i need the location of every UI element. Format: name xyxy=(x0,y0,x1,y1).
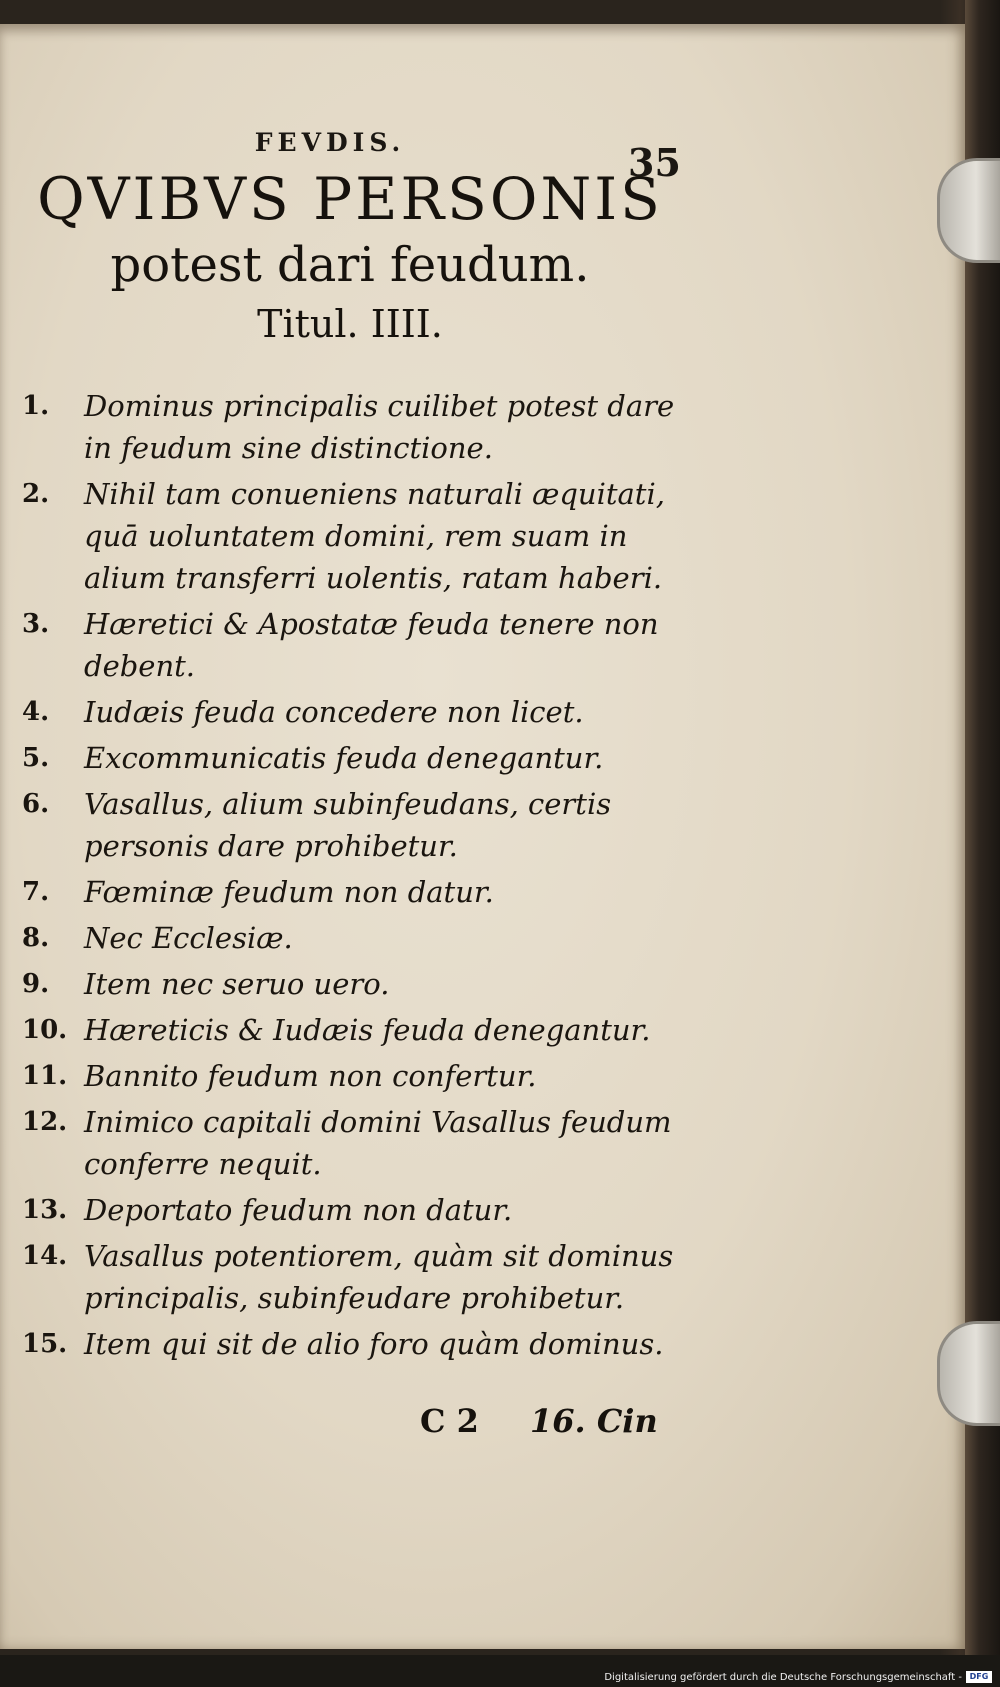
summary-item xyxy=(22,871,687,913)
summary-item xyxy=(22,737,687,779)
item-text: Hæretici & Apostatæ feuda tenere non debent. xyxy=(84,607,659,683)
item-text: Bannito feudum non confertur. xyxy=(84,1059,537,1093)
item-text: Iudæis feuda concedere non licet. xyxy=(84,695,584,729)
summary-item xyxy=(22,385,687,469)
item-text: Nihil tam conueniens naturali æquitati, quā uoluntatem domini, rem suam in alium transferri uolentis, ratam haberi. xyxy=(84,477,665,595)
summary-item xyxy=(22,1235,687,1319)
item-number: 5. xyxy=(22,743,50,773)
item-number: 14. xyxy=(22,1241,68,1271)
book-clip-bottom xyxy=(937,1321,1000,1426)
summary-item xyxy=(22,473,687,599)
chapter-title-line-2: potest dari feudum. xyxy=(110,237,590,293)
summary-item xyxy=(22,963,687,1005)
item-number: 10. xyxy=(22,1015,68,1045)
summary-item xyxy=(22,917,687,959)
item-text: Inimico capitali domini Vasallus feudum conferre nequit. xyxy=(84,1105,672,1181)
chapter-title-line-1: QVIBVS PERSONIS xyxy=(37,165,663,233)
item-text: Fœminæ feudum non datur. xyxy=(84,875,494,909)
item-number: 12. xyxy=(22,1107,68,1137)
summary-item xyxy=(22,1323,687,1365)
summary-item xyxy=(22,1055,687,1097)
item-text: Item nec seruo uero. xyxy=(84,967,390,1001)
catchword: 16. Cin xyxy=(530,1402,658,1440)
page-number: 35 xyxy=(628,140,681,185)
item-number: 13. xyxy=(22,1195,68,1225)
book-clip-top xyxy=(937,158,1000,263)
summary-item xyxy=(22,1189,687,1231)
summary-item xyxy=(22,691,687,733)
item-text: Nec Ecclesiæ. xyxy=(84,921,293,955)
item-text: Vasallus, alium subinfeudans, certis personis dare prohibetur. xyxy=(84,787,612,863)
running-head: FEVDIS. xyxy=(254,128,406,157)
item-number: 1. xyxy=(22,391,50,421)
item-text: Excommunicatis feuda denegantur. xyxy=(84,741,604,775)
item-number: 4. xyxy=(22,697,50,727)
signature-mark: C 2 xyxy=(420,1402,479,1440)
item-text: Vasallus potentiorem, quàm sit dominus principalis, subinfeudare prohibetur. xyxy=(84,1239,674,1315)
item-number: 15. xyxy=(22,1329,68,1359)
summary-item xyxy=(22,1101,687,1185)
digitization-credit: Digitalisierung gefördert durch die Deutsche Forschungsgemeinschaft - xyxy=(604,1672,962,1683)
summary-item xyxy=(22,783,687,867)
item-number: 11. xyxy=(22,1061,68,1091)
page-footer xyxy=(420,1402,680,1440)
item-text: Dominus principalis cuilibet potest dare in feudum sine distinctione. xyxy=(84,389,675,465)
item-text: Item qui sit de alio foro quàm dominus. xyxy=(84,1327,664,1361)
item-number: 6. xyxy=(22,789,50,819)
item-number: 9. xyxy=(22,969,50,999)
item-number: 2. xyxy=(22,479,50,509)
item-number: 8. xyxy=(22,923,50,953)
chapter-title-line-3: Titul. IIII. xyxy=(257,302,443,346)
summary-item xyxy=(22,1009,687,1051)
item-number: 3. xyxy=(22,609,50,639)
item-text: Deportato feudum non datur. xyxy=(84,1193,513,1227)
item-text: Hæreticis & Iudæis feuda denegantur. xyxy=(84,1013,651,1047)
dfg-logo: DFG xyxy=(966,1671,992,1683)
summary-list xyxy=(22,385,687,1369)
summary-item xyxy=(22,603,687,687)
item-number: 7. xyxy=(22,877,50,907)
